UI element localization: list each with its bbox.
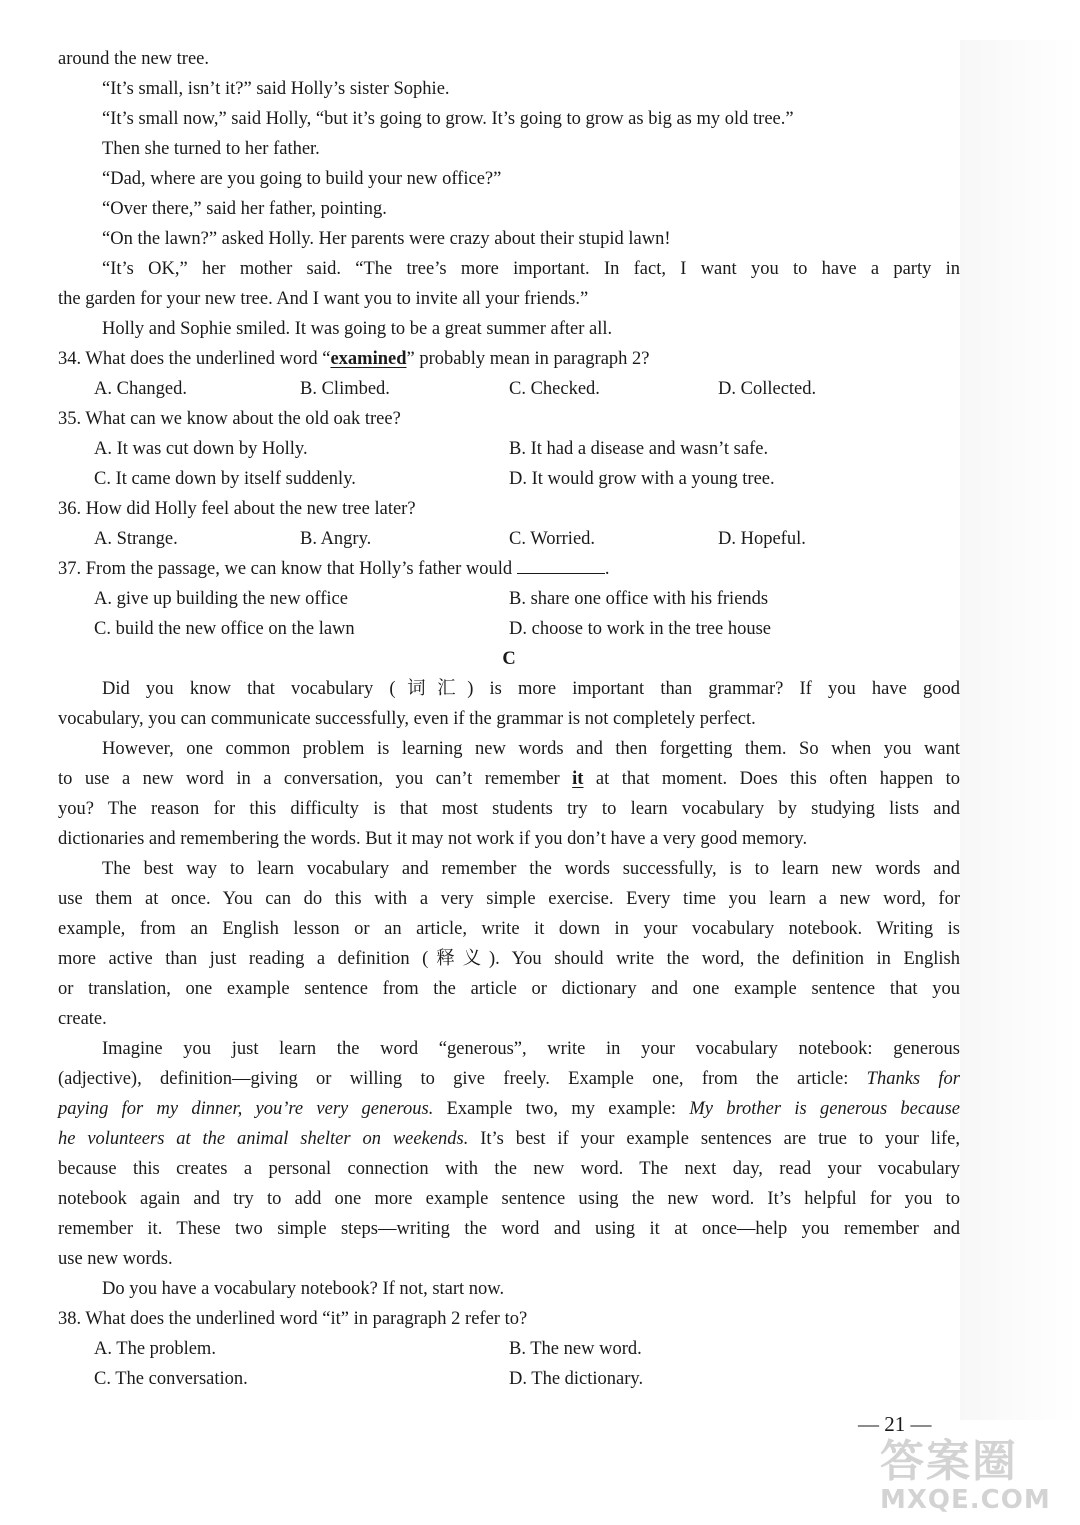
question-37-options-row2: [58, 614, 960, 644]
text-span: It’s best if your example sentences are true to your life,: [468, 1129, 961, 1149]
text-line: [58, 1064, 960, 1094]
bleed-through-shadow: [960, 40, 1080, 1420]
text-line: use them at once. You can do this with a very simple exercise. Every time you learn a new word, for: [58, 889, 960, 909]
text-line: example, from an English lesson or an article, write it down in your vocabulary notebook. Writing is: [58, 919, 960, 939]
option-d: D. Collected.: [718, 379, 817, 399]
text-line: “It’s small now,” said Holly, “but it’s going to grow. It’s going to grow as big as my old tree.”: [102, 109, 794, 129]
option-a: A. Changed.: [94, 379, 187, 399]
question-36-stem: 36. How did Holly feel about the new tree later?: [58, 499, 416, 519]
text-line: Holly and Sophie smiled. It was going to be a great summer after all.: [102, 319, 613, 339]
option-d: D. The dictionary.: [509, 1369, 644, 1389]
page-number: — 21 —: [858, 1412, 932, 1436]
option-c: C. It came down by itself suddenly.: [94, 469, 356, 489]
question-36-options: [58, 524, 960, 554]
text-line: the garden for your new tree. And I want you to invite all your friends.”: [58, 289, 589, 309]
option-b: B. It had a disease and wasn’t safe.: [509, 439, 769, 459]
option-d: D. Hopeful.: [718, 529, 806, 549]
example-italic: he volunteers at the animal shelter on weekends.: [58, 1129, 469, 1149]
text-line: “Over there,” said her father, pointing.: [102, 199, 387, 219]
text-line: use new words.: [58, 1249, 173, 1269]
option-b: B. share one office with his friends: [509, 589, 769, 609]
option-c: C. Checked.: [509, 379, 600, 399]
question-37-stem: 37. From the passage, we can know that Holly’s father would .: [58, 554, 960, 584]
question-38-options-row2: [58, 1364, 960, 1394]
text-line: notebook again and try to add one more example sentence using the new word. It’s helpful for you to: [58, 1189, 960, 1209]
question-35-stem: 35. What can we know about the old oak tree?: [58, 409, 401, 429]
underlined-word-it: it: [572, 769, 584, 789]
text-line: [58, 764, 960, 794]
option-b: B. Angry.: [300, 529, 372, 549]
option-c: C. The conversation.: [94, 1369, 248, 1389]
text-line: “Dad, where are you going to build your new office?”: [102, 169, 502, 189]
option-a: A. give up building the new office: [94, 589, 348, 609]
watermark-text: 答案圈: [880, 1436, 1018, 1487]
page-content: [58, 44, 960, 1394]
section-heading-c: C: [502, 649, 516, 669]
underlined-word-examined: examined: [330, 349, 407, 369]
text-line: more active than just reading a definition (释义). You should write the word, the definition in English: [58, 949, 960, 969]
question-35-options-row2: [58, 464, 960, 494]
text-line: create.: [58, 1009, 107, 1029]
example-italic: paying for my dinner, you’re very generous.: [58, 1099, 434, 1119]
text-line: [58, 1094, 960, 1124]
text-line: Do you have a vocabulary notebook? If not, start now.: [102, 1279, 505, 1299]
question-35-options-row1: [58, 434, 960, 464]
answer-blank: [517, 555, 605, 574]
text-line: “It’s small, isn’t it?” said Holly’s sister Sophie.: [102, 79, 450, 99]
option-b: B. Climbed.: [300, 379, 390, 399]
example-italic: My brother is generous because: [689, 1099, 961, 1119]
text-line: “It’s OK,” her mother said. “The tree’s more important. In fact, I want you to have a party in: [102, 259, 960, 279]
text-line: you? The reason for this difficulty is that most students try to learn vocabulary by studying lists and: [58, 799, 960, 819]
text-span: (adjective), definition—giving or willing to give freely. Example one, from the article:: [58, 1069, 867, 1089]
option-d: D. choose to work in the tree house: [509, 619, 772, 639]
text-line: vocabulary, you can communicate successfully, even if the grammar is not completely perfect.: [58, 709, 756, 729]
question-34-stem: [58, 344, 960, 374]
question-37-options-row1: [58, 584, 960, 614]
option-d: D. It would grow with a young tree.: [509, 469, 775, 489]
text-span: to use a new word in a conversation, you can’t remember: [58, 769, 573, 789]
text-line: or translation, one example sentence from the article or dictionary and one example sentence that you: [58, 979, 960, 999]
text-line: remember it. These two simple steps—writing the word and using it at once—help you remember and: [58, 1219, 960, 1239]
text-line: Did you know that vocabulary (词汇) is more important than grammar? If you have good: [102, 679, 960, 699]
example-italic: Thanks for: [866, 1069, 960, 1089]
q37-stem-text: 37. From the passage, we can know that Holly’s father would: [58, 559, 513, 579]
question-38-stem: 38. What does the underlined word “it” in paragraph 2 refer to?: [58, 1309, 528, 1329]
option-a: A. The problem.: [94, 1339, 216, 1359]
text-line: dictionaries and remembering the words. But it may not work if you don’t have a very good memory.: [58, 829, 808, 849]
text-line: The best way to learn vocabulary and remember the words successfully, is to learn new words and: [102, 859, 960, 879]
q34-stem-pre: 34. What does the underlined word “: [58, 349, 331, 369]
option-b: B. The new word.: [509, 1339, 642, 1359]
watermark-url: MXQE.COM: [880, 1485, 1051, 1515]
option-a: A. It was cut down by Holly.: [94, 439, 308, 459]
option-a: A. Strange.: [94, 529, 178, 549]
question-34-options: [58, 374, 960, 404]
text-line: around the new tree.: [58, 49, 210, 69]
text-line: However, one common problem is learning new words and then forgetting them. So when you want: [102, 739, 960, 759]
text-line: Then she turned to her father.: [102, 139, 320, 159]
question-38-options-row1: [58, 1334, 960, 1364]
text-line: [58, 1124, 960, 1154]
text-span: at that moment. Does this often happen to: [583, 769, 960, 789]
option-c: C. build the new office on the lawn: [94, 619, 355, 639]
watermark-logo: [880, 1438, 1070, 1518]
text-line: because this creates a personal connection with the new word. The next day, read your vocabulary: [58, 1159, 960, 1179]
text-span: Example two, my example:: [433, 1099, 690, 1119]
text-line: “On the lawn?” asked Holly. Her parents were crazy about their stupid lawn!: [102, 229, 671, 249]
q34-stem-post: ” probably mean in paragraph 2?: [406, 349, 650, 369]
text-line: Imagine you just learn the word “generous”, write in your vocabulary notebook: generous: [102, 1039, 960, 1059]
option-c: C. Worried.: [509, 529, 596, 549]
